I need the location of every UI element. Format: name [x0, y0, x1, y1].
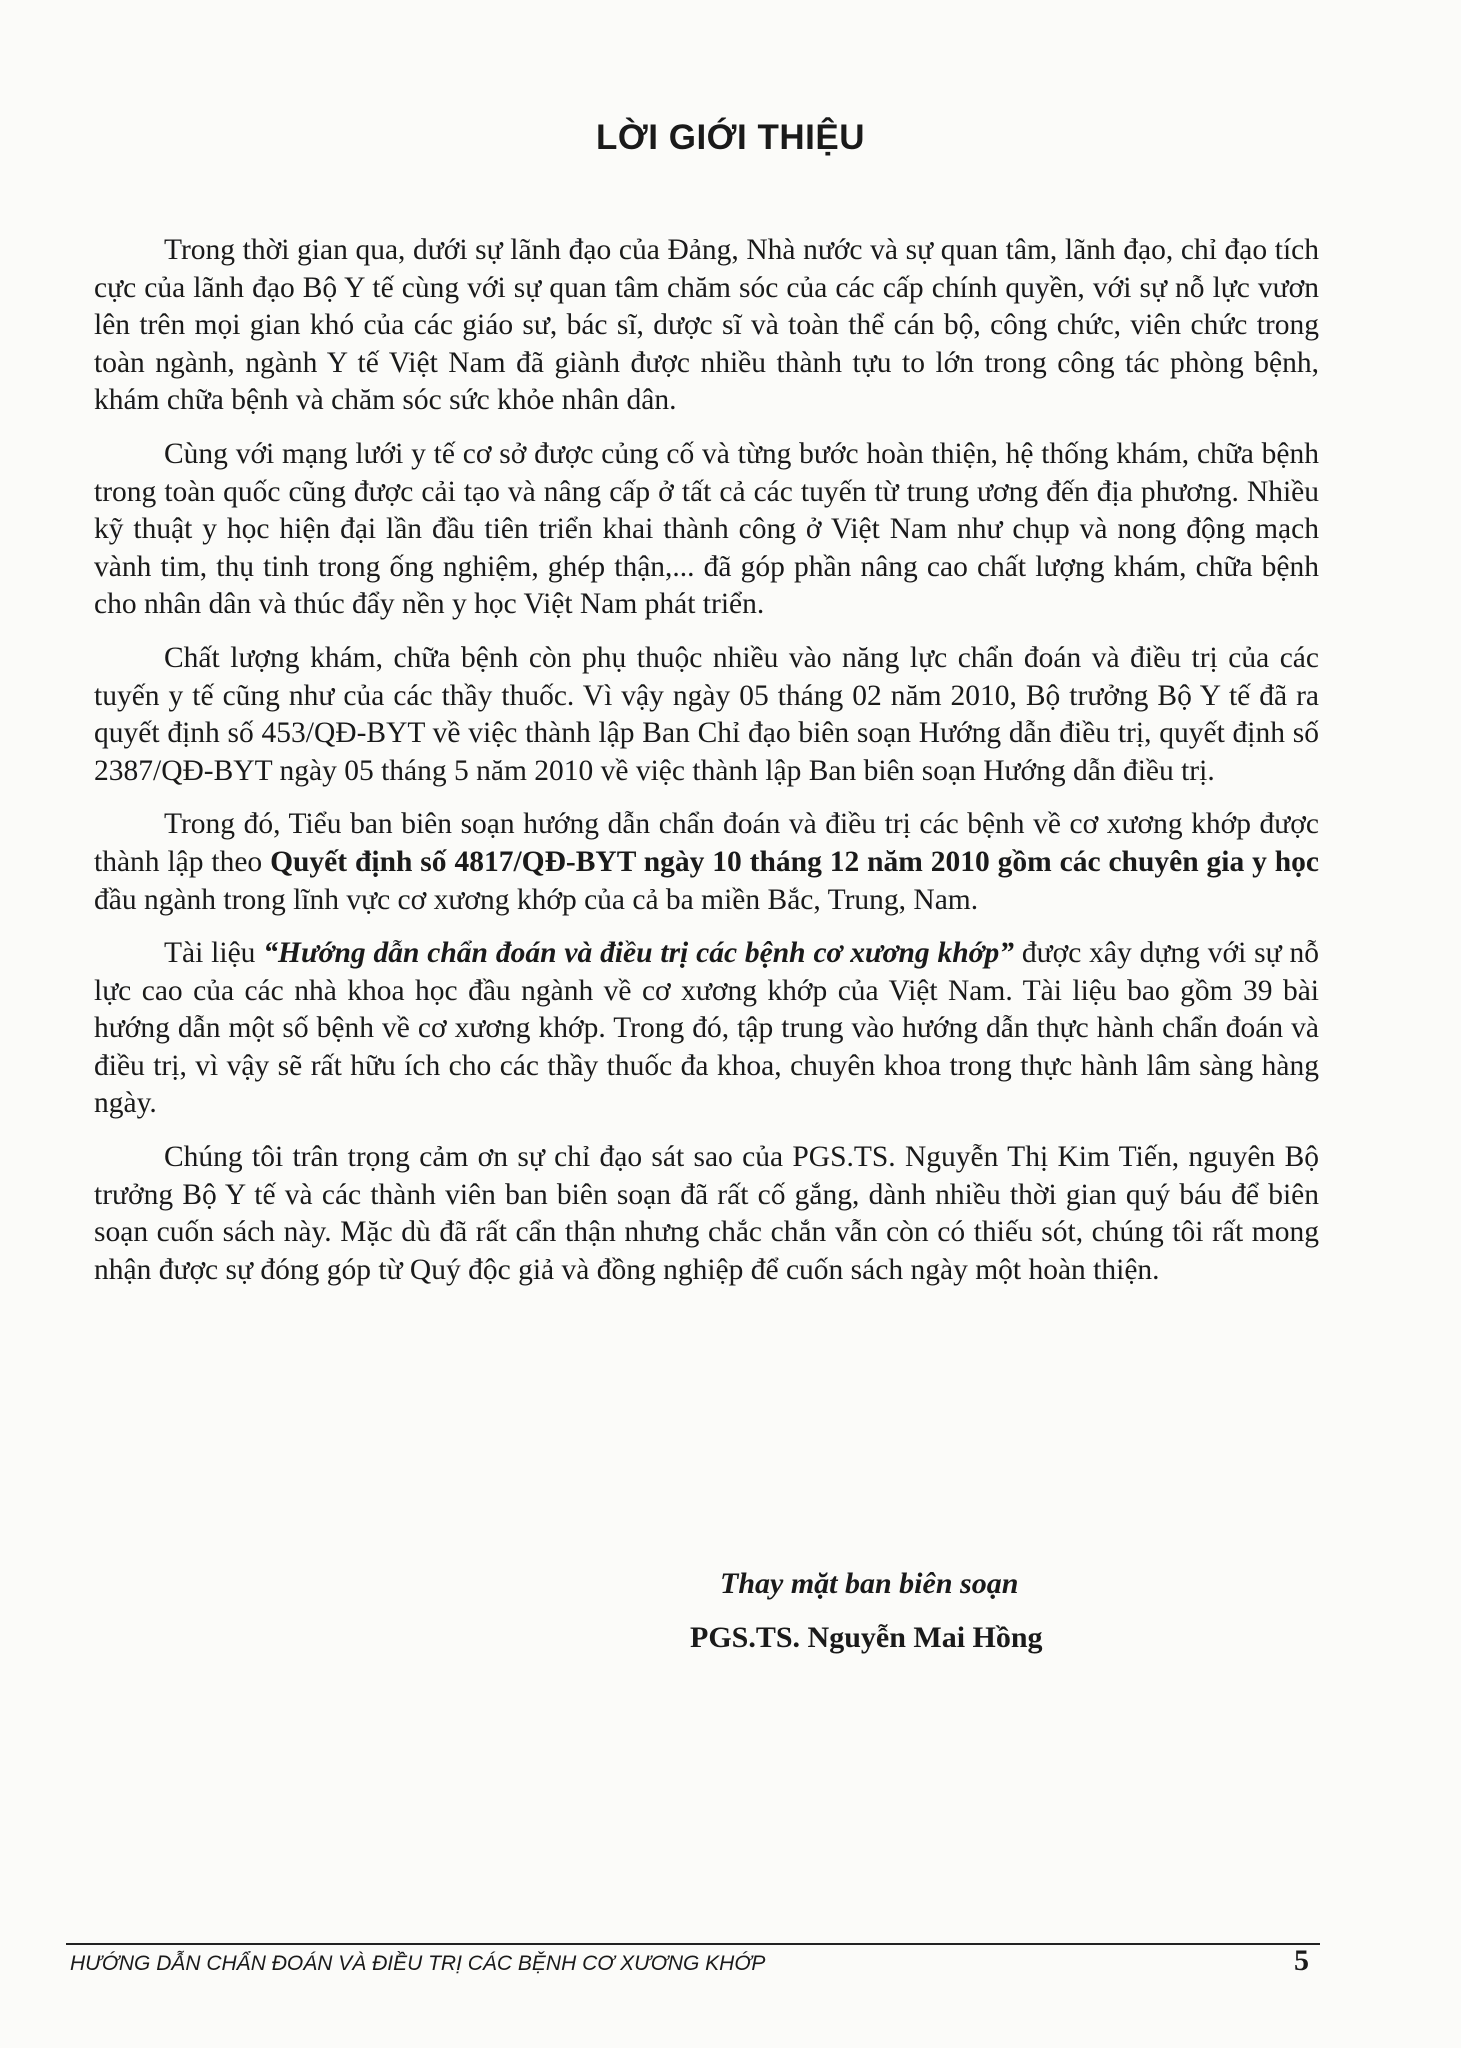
- signature-name: PGS.TS. Nguyễn Mai Hồng: [690, 1621, 1043, 1654]
- footer-divider: [66, 1943, 1320, 1945]
- paragraph-2: [94, 436, 1319, 624]
- footer-book-title: HƯỚNG DẪN CHẨN ĐOÁN VÀ ĐIỀU TRỊ CÁC BỆNH CƠ XƯƠNG KHỚP: [70, 1952, 766, 1975]
- paragraph-3-text: Chất lượng khám, chữa bệnh còn phụ thuộc nhiều vào năng lực chẩn đoán và điều trị của các tuyến y tế cũng như của các thầy thuốc. Vì vậy ngày 05 tháng 02 năm 2010, Bộ trưởng Bộ Y tế đã ra quyết định số 453/QĐ-BYT về việc thành lập Ban Chỉ đạo biên soạn Hướng dẫn điều trị, quyết định số 2387/QĐ-BYT ngày 05 tháng 5 năm 2010 về việc thành lập Ban biên soạn Hướng dẫn điều trị.: [94, 641, 1319, 787]
- paragraph-5-text-start: Tài liệu: [164, 937, 264, 970]
- paragraph-4-text-end: đầu ngành trong lĩnh vực cơ xương khớp của cả ba miền Bắc, Trung, Nam.: [94, 883, 979, 916]
- paragraph-4-text-start: Trong đó, Tiểu ban biên soạn hướng dẫn chẩn đoán và điều trị các bệnh về cơ xương khớp được thành lập theo: [94, 808, 1319, 878]
- paragraph-5: [94, 935, 1319, 1123]
- page-title: LỜI GIỚI THIỆU: [596, 118, 865, 157]
- paragraph-2-text: Cùng với mạng lưới y tế cơ sở được củng cố và từng bước hoàn thiện, hệ thống khám, chữa bệnh trong toàn quốc cũng được cải tạo và nâng cấp ở tất cả các tuyến từ trung ương đến địa phương. Nhiều kỹ thuật y học hiện đại lần đầu tiên triển khai thành công ở Việt Nam như chụp và nong động mạch vành tim, thụ tinh trong ống nghiệm, ghép thận,... đã góp phần nâng cao chất lượng khám, chữa bệnh cho nhân dân và thúc đẩy nền y học Việt Nam phát triển.: [94, 437, 1319, 621]
- page-number: 5: [1294, 1944, 1309, 1977]
- paragraph-5-text-end: được xây dựng với sự nỗ lực cao của các nhà khoa học đầu ngành về cơ xương khớp của Việt Nam. Tài liệu bao gồm 39 bài hướng dẫn một số bệnh về cơ xương khớp. Trong đó, tập trung vào hướng dẫn thực hành chẩn đoán và điều trị, vì vậy sẽ rất hữu ích cho các thầy thuốc đa khoa, chuyên khoa trong thực hành lâm sàng hàng ngày.: [94, 937, 1320, 1120]
- body-text: [94, 232, 1319, 1305]
- paragraph-3: [94, 640, 1319, 790]
- paragraph-6-text: Chúng tôi trân trọng cảm ơn sự chỉ đạo sát sao của PGS.TS. Nguyễn Thị Kim Tiến, nguyên Bộ trưởng Bộ Y tế và các thành viên ban biên soạn đã rất cố gắng, dành nhiều thời gian quý báu để biên soạn cuốn sách này. Mặc dù đã rất cẩn thận nhưng chắc chắn vẫn còn có thiếu sót, chúng tôi rất mong nhận được sự đóng góp từ Quý độc giả và đồng nghiệp để cuốn sách ngày một hoàn thiện.: [94, 1141, 1319, 1286]
- book-title-quote: “Hướng dẫn chẩn đoán và điều trị các bệnh cơ xương khớp”: [263, 937, 1015, 970]
- paragraph-4: [94, 806, 1319, 919]
- decision-reference: Quyết định số 4817/QĐ-BYT ngày 10 tháng 12 năm 2010 gồm các chuyên gia y học: [270, 845, 1320, 878]
- paragraph-1: [94, 232, 1319, 420]
- paragraph-6: [94, 1139, 1319, 1289]
- signature-role: Thay mặt ban biên soạn: [720, 1567, 1019, 1600]
- paragraph-1-text: Trong thời gian qua, dưới sự lãnh đạo của Đảng, Nhà nước và sự quan tâm, lãnh đạo, chỉ đạo tích cực của lãnh đạo Bộ Y tế cùng với sự quan tâm chăm sóc của các cấp chính quyền, với sự nỗ lực vươn lên trên mọi gian khó của các giáo sư, bác sĩ, dược sĩ và toàn thể cán bộ, công chức, viên chức trong toàn ngành, ngành Y tế Việt Nam đã giành được nhiều thành tựu to lớn trong công tác phòng bệnh, khám chữa bệnh và chăm sóc sức khỏe nhân dân.: [94, 234, 1319, 417]
